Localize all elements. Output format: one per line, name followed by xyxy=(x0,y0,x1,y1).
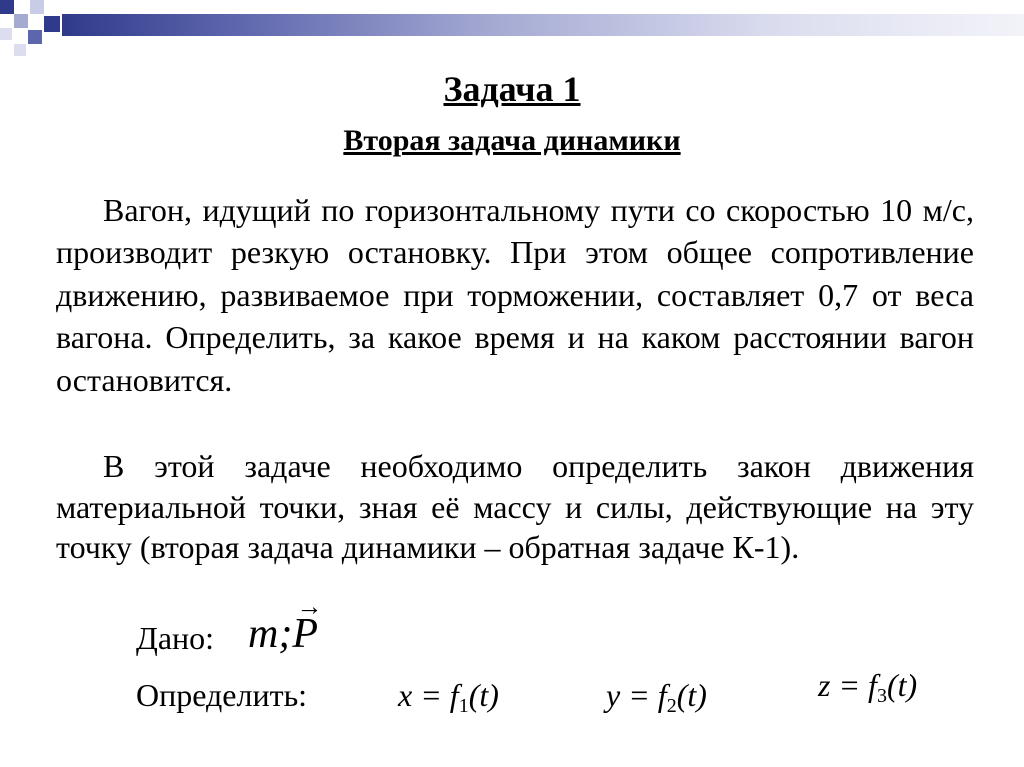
equation-rhs: (t) xyxy=(468,677,499,713)
given-label: Дано: xyxy=(136,620,215,656)
given-mass: m; xyxy=(248,611,293,657)
ornament-square xyxy=(44,16,60,32)
ornament-square xyxy=(14,14,28,28)
ornament-square xyxy=(28,30,42,44)
equation-lhs: z = f xyxy=(818,667,877,703)
problem-statement: Вагон, идущий по горизонтальному пути со скоростью 10 м/с, производит резкую остановку. При этом общее сопротивление движению, развиваемое при торможении, составляет 0,7 от веса вагона. Определить, за какое время и на каком расстоянии вагон остановится. xyxy=(56,192,974,398)
equation-rhs: (t) xyxy=(886,667,918,703)
given-values xyxy=(248,592,323,658)
equation-subscript: 3 xyxy=(876,685,887,707)
equation-lhs: x = f xyxy=(398,677,459,713)
determine-label: Определить: xyxy=(136,677,308,713)
ornament-square xyxy=(0,0,14,14)
given-force: P xyxy=(292,611,318,657)
equation-rhs: (t) xyxy=(676,677,707,713)
slide-title: Задача 1 xyxy=(443,69,581,109)
vector-arrow-icon: → xyxy=(296,592,323,621)
slide-subtitle: Вторая задача динамики xyxy=(343,124,681,157)
ornament-square xyxy=(14,44,26,56)
equation-y xyxy=(606,677,707,718)
equation-subscript: 2 xyxy=(666,695,677,717)
equation-lhs: y = f xyxy=(606,677,667,713)
explanation-paragraph: В этой задаче необходимо определить закон движения материальной точки, зная её массу и силы, действующие на эту точку (вторая задача динамики – обратная задаче К-1). xyxy=(56,448,974,565)
equation-z xyxy=(818,667,917,708)
ornament-square xyxy=(30,0,44,14)
force-vector xyxy=(292,592,323,658)
equation-subscript: 1 xyxy=(458,695,469,717)
header-gradient-bar xyxy=(62,14,1024,36)
ornament-square xyxy=(0,28,12,40)
equation-x xyxy=(398,677,499,718)
